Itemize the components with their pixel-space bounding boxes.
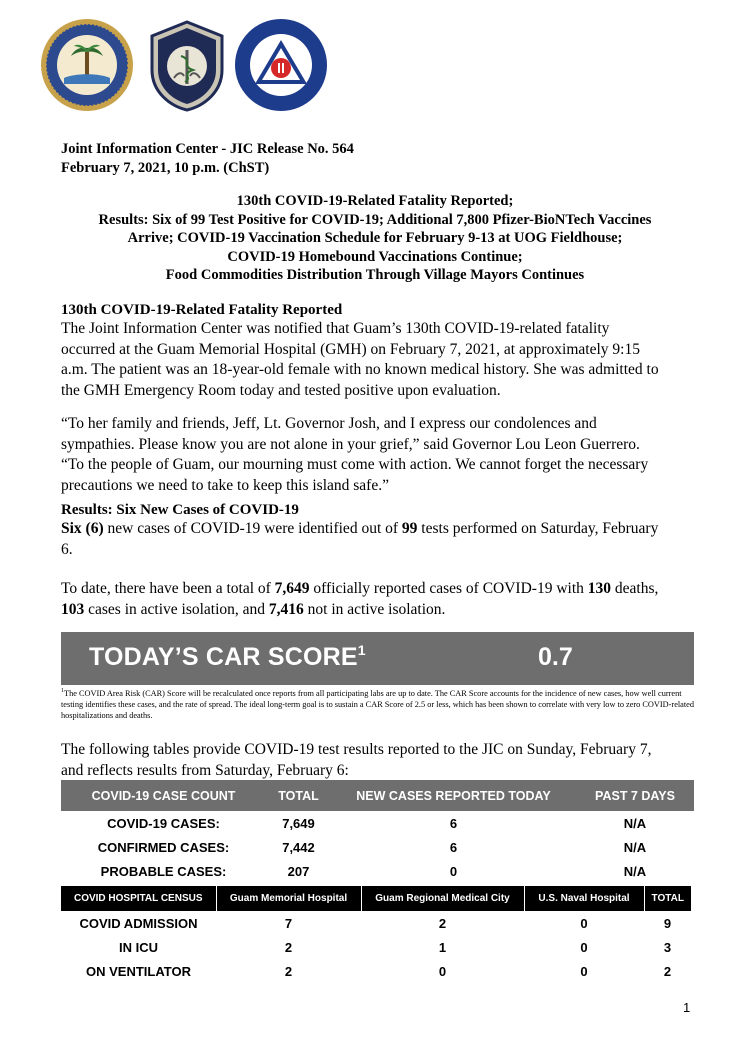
cell: 207: [287, 863, 310, 879]
not-active-isolation: 7,416: [268, 600, 304, 618]
column-header: COVID-19 CASE COUNT: [61, 780, 266, 811]
text-line: precautions we need to take to keep this island safe.”: [61, 476, 389, 494]
tables-intro: [61, 740, 689, 781]
column-header: PAST 7 DAYS: [576, 780, 694, 811]
fatality-paragraph: [61, 319, 689, 401]
text: not in active isolation.: [303, 600, 446, 618]
column-header: COVID HOSPITAL CENSUS: [61, 886, 216, 911]
column-header: NEW CASES REPORTED TODAY: [331, 780, 576, 811]
governors-seal-icon: [40, 18, 134, 112]
headline-line: Food Commodities Distribution Through Village Mayors Continues: [165, 267, 585, 283]
page-number: 1: [683, 1000, 691, 1015]
text-line: The Joint Information Center was notified that Guam’s 130th COVID-19-related fatality: [61, 320, 610, 337]
table-row: [61, 811, 694, 835]
cell: 7,442: [282, 839, 315, 855]
headline-line: Arrive; COVID-19 Vaccination Schedule for February 9-13 at UOG Fieldhouse;: [127, 230, 623, 246]
cell: 7,649: [282, 815, 315, 831]
case-count-table: [61, 780, 694, 883]
footnote-marker: 1: [357, 642, 366, 658]
text: officially reported cases of COVID-19 with: [309, 580, 588, 597]
row-label: COVID-19 CASES:: [107, 815, 220, 831]
table-header-row: [61, 886, 691, 911]
text: tests performed on Saturday, February: [417, 520, 659, 537]
text-line: The following tables provide COVID-19 test results reported to the JIC on Sunday, February 7,: [61, 741, 652, 758]
column-header: Guam Memorial Hospital: [216, 886, 361, 911]
active-isolation: 103: [61, 600, 85, 618]
column-header: U.S. Naval Hospital: [524, 886, 644, 911]
table-row: [61, 859, 694, 883]
text-line: the GMH Emergency Room today and tested positive upon evaluation.: [61, 381, 501, 399]
footnote-text: The COVID Area Risk (CAR) Score will be recalculated once reports from all participating labs are up to date. The CAR Score accounts for the incidence of new cases, how well current testing identifies these cases, and the rate of spread. The ideal long-term goal is to sustain a CAR Score of 2.5 or less, which has been shown to correlate with very low to zero COVID-related hospitalizations and deaths.: [61, 688, 694, 720]
row-label: ON VENTILATOR: [86, 963, 191, 979]
row-label: CONFIRMED CASES:: [97, 839, 230, 855]
cell: 0: [449, 863, 458, 879]
release-number: Joint Information Center - JIC Release No. 564: [61, 141, 354, 157]
cell: 2: [663, 963, 672, 979]
car-score-value: 0.7: [538, 643, 573, 671]
cell: 9: [663, 915, 672, 931]
governor-quote: [61, 414, 689, 496]
text: To date, there have been a total of: [61, 580, 275, 597]
text-line: a.m. The patient was an 18-year-old female with no known medical history. She was admitted to: [61, 361, 659, 378]
new-cases-count: Six (6): [61, 520, 104, 537]
table-row: [61, 835, 694, 859]
headline: [61, 192, 689, 285]
section-title: Results: Six New Cases of COVID-19: [61, 502, 299, 518]
cell: 7: [284, 915, 293, 931]
text-line: 6.: [61, 540, 73, 558]
headline-line: Results: Six of 99 Test Positive for COVID-19; Additional 7,800 Pfizer-BioNTech Vaccines: [98, 211, 652, 228]
cell: 6: [449, 839, 458, 855]
section-title: 130th COVID-19-Related Fatality Reported: [61, 302, 343, 318]
table-header-row: [61, 780, 694, 811]
total-deaths: 130: [587, 580, 612, 597]
cell: N/A: [623, 839, 647, 855]
headline-line: COVID-19 Homebound Vaccinations Continue;: [227, 248, 523, 265]
cell: 0: [438, 963, 447, 979]
public-health-seal-icon: [148, 20, 226, 112]
tests-count: 99: [401, 520, 418, 537]
row-label: PROBABLE CASES:: [100, 863, 227, 879]
fatality-section: [61, 302, 689, 496]
hospital-census-table: [61, 886, 691, 983]
cell: 0: [580, 939, 588, 955]
total-cases: 7,649: [274, 580, 310, 597]
text-line: “To her family and friends, Jeff, Lt. Governor Josh, and I express our condolences and: [61, 415, 597, 432]
table-row: [61, 935, 691, 959]
cell: N/A: [623, 815, 647, 831]
cell: 2: [438, 915, 447, 931]
headline-line: 130th COVID-19-Related Fatality Reported;: [236, 193, 514, 209]
release-header: [61, 140, 689, 178]
table-row: [61, 911, 691, 935]
table-row: [61, 959, 691, 983]
cell: N/A: [623, 863, 647, 879]
totals-paragraph: [61, 579, 689, 620]
car-score-banner: [61, 632, 694, 685]
car-score-label: [89, 643, 366, 672]
results-section: [61, 502, 689, 620]
row-label: COVID ADMISSION: [79, 915, 198, 931]
cell: 1: [438, 939, 447, 955]
civil-defense-seal-icon: [234, 18, 328, 112]
text-line: “To the people of Guam, our mourning must come with action. We cannot forget the necessary: [61, 456, 649, 473]
text: deaths,: [611, 580, 659, 597]
text: cases in active isolation, and: [84, 600, 269, 618]
cell: 0: [580, 963, 588, 979]
text-line: occurred at the Guam Memorial Hospital (GMH) on February 7, 2021, at approximately 9:15: [61, 340, 640, 358]
column-header: TOTAL: [644, 886, 691, 911]
cell: 2: [284, 939, 293, 955]
column-header: Guam Regional Medical City: [361, 886, 524, 911]
text-line: sympathies. Please know you are not alone in your grief,” said Governor Lou Leon Guerrero.: [61, 435, 640, 453]
new-cases-paragraph: [61, 519, 689, 560]
release-date: February 7, 2021, 10 p.m. (ChST): [61, 160, 270, 176]
car-footnote: [61, 686, 694, 721]
cell: 2: [284, 963, 293, 979]
column-header: TOTAL: [266, 780, 331, 811]
cell: 3: [663, 939, 672, 955]
text-line: and reflects results from Saturday, February 6:: [61, 761, 349, 779]
text: new cases of COVID-19 were identified out of: [103, 520, 402, 537]
cell: 6: [449, 815, 458, 831]
footnote-marker: 1: [61, 688, 64, 694]
cell: 0: [580, 915, 588, 931]
row-label: IN ICU: [119, 939, 158, 955]
car-score-title: TODAY’S CAR SCORE: [89, 643, 358, 671]
